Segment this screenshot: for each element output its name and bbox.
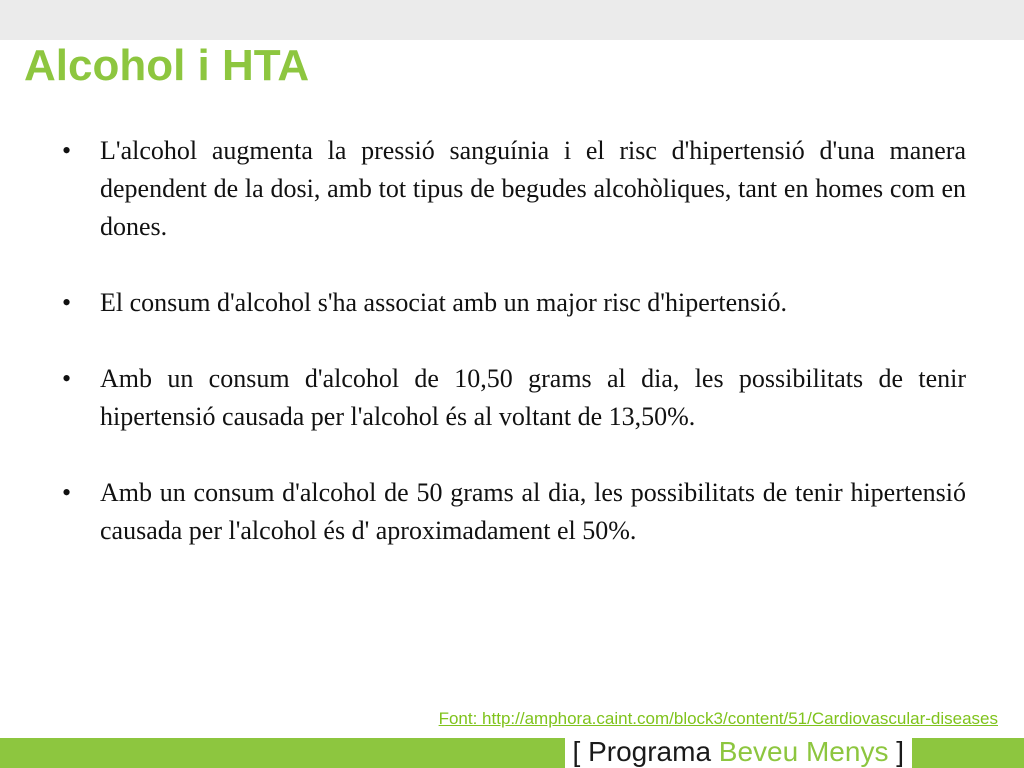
bullet-list	[62, 132, 966, 588]
brand-word-beveu-menys: Beveu Menys	[718, 736, 889, 767]
brand-open-bracket: [	[572, 736, 581, 767]
brand-close-bracket: ]	[896, 736, 904, 767]
bullet-marker: •	[62, 364, 72, 393]
bullet-marker: •	[62, 478, 72, 507]
bullet-marker: •	[62, 136, 72, 165]
bullet-text: Amb un consum d'alcohol de 10,50 grams al dia, les possibilitats de tenir hipertensió causada per l'alcohol és al voltant de 13,50%.	[100, 364, 966, 431]
slide-title: Alcohol i HTA	[24, 41, 310, 90]
source-link[interactable]: Font: http://amphora.caint.com/block3/content/51/Cardiovascular-diseases	[438, 709, 998, 728]
bullet-marker: •	[62, 288, 72, 317]
bullet-text: Amb un consum d'alcohol de 50 grams al dia, les possibilitats de tenir hipertensió causada per l'alcohol és d' aproximadament el 50%.	[100, 478, 966, 545]
brand-word-programa: Programa	[588, 736, 712, 767]
bullet-item	[62, 284, 966, 322]
bullet-item	[62, 474, 966, 550]
top-band	[0, 0, 1024, 40]
brand-logo	[565, 736, 912, 768]
bullet-text: El consum d'alcohol s'ha associat amb un major risc d'hipertensió.	[100, 288, 788, 317]
bullet-item	[62, 360, 966, 436]
bullet-text: L'alcohol augmenta la pressió sanguínia i el risc d'hipertensió d'una manera dependent de la dosi, amb tot tipus de begudes alcohòliques, tant en homes com en dones.	[100, 136, 966, 241]
bullet-item	[62, 132, 966, 246]
